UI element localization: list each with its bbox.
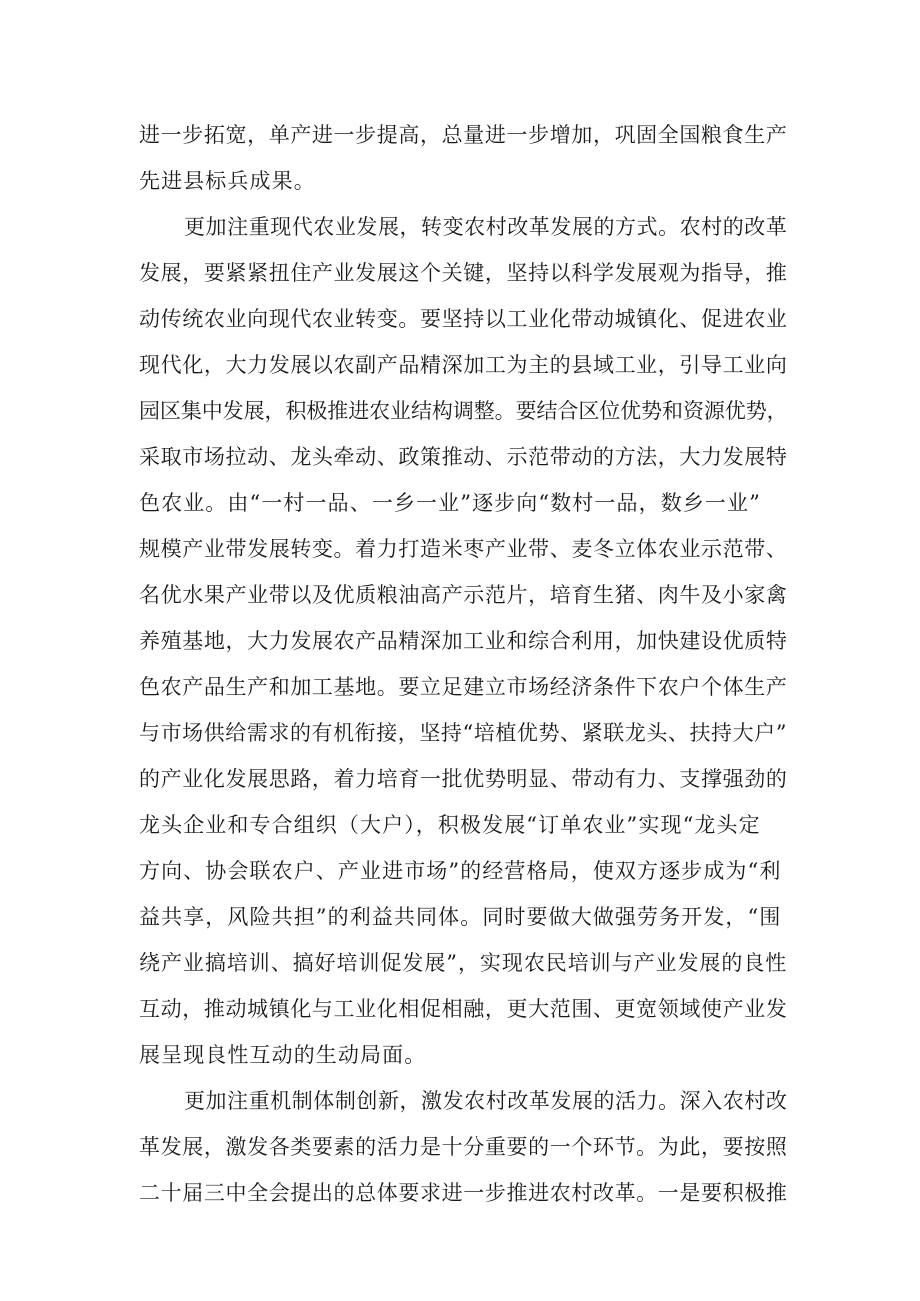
text-line: 名优水果产业带以及优质粮油高产示范片，培育生猪、肉牛及小家禽 [139,583,788,607]
text-line: 方向、协会联农户、产业进市场”的经营格局，使双方逐步成为“利 [139,859,782,883]
text-line: 色农产品生产和加工基地。要立足建立市场经济条件下农户个体生产 [139,675,788,699]
text-line: 益共享，风险共担”的利益共同体。同时要做大做强劳务开发，“围 [139,905,782,929]
text-line: 采取市场拉动、龙头牵动、政策推动、示范带动的方法，大力发展特 [139,445,788,469]
text-line: 进一步拓宽，单产进一步提高，总量进一步增加，巩固全国粮食生产 [139,123,788,147]
text-line: 互动，推动城镇化与工业化相促相融，更大范围、更宽领域使产业发 [139,997,788,1021]
document-body [139,112,789,1216]
text-line: 现代化，大力发展以农副产品精深加工为主的县域工业，引导工业向 [139,353,788,377]
text-line: 龙头企业和专合组织（大户），积极发展“订单农业”实现“龙头定 [139,813,761,837]
text-line: 的产业化发展思路，着力培育一批优势明显、带动有力、支撑强劲的 [139,767,788,791]
text-line: 更加注重现代农业发展，转变农村改革发展的方式。农村的改革 [184,215,788,239]
text-line: 先进县标兵成果。 [139,169,316,193]
paragraph-2 [139,204,789,1078]
text-line: 展呈现良性互动的生动局面。 [139,1043,427,1067]
text-line: 更加注重机制体制创新，激发农村改革发展的活力。深入农村改 [184,1089,788,1113]
text-line: 规模产业带发展转变。着力打造米枣产业带、麦冬立体农业示范带、 [139,537,788,561]
text-line: 园区集中发展，积极推进农业结构调整。要结合区位优势和资源优势， [139,399,788,423]
text-line: 绕产业搞培训、搞好培训促发展”，实现农民培训与产业发展的良性 [139,951,788,975]
text-line: 动传统农业向现代农业转变。要坚持以工业化带动城镇化、促进农业 [139,307,788,331]
paragraph-1 [139,112,789,204]
text-line: 发展，要紧紧扭住产业发展这个关键，坚持以科学发展观为指导，推 [139,261,788,285]
text-line: 革发展，激发各类要素的活力是十分重要的一个环节。为此，要按照 [139,1135,788,1159]
paragraph-3 [139,1078,789,1216]
text-line: 养殖基地，大力发展农产品精深加工业和综合利用，加快建设优质特 [139,629,788,653]
text-line: 二十届三中全会提出的总体要求进一步推进农村改革。一是要积极推 [139,1181,788,1205]
text-line: 色农业。由“一村一品、一乡一业”逐步向“数村一品，数乡一业” [139,491,761,515]
text-line: 与市场供给需求的有机衔接，坚持“培植优势、紧联龙头、扶持大户” [139,721,788,745]
